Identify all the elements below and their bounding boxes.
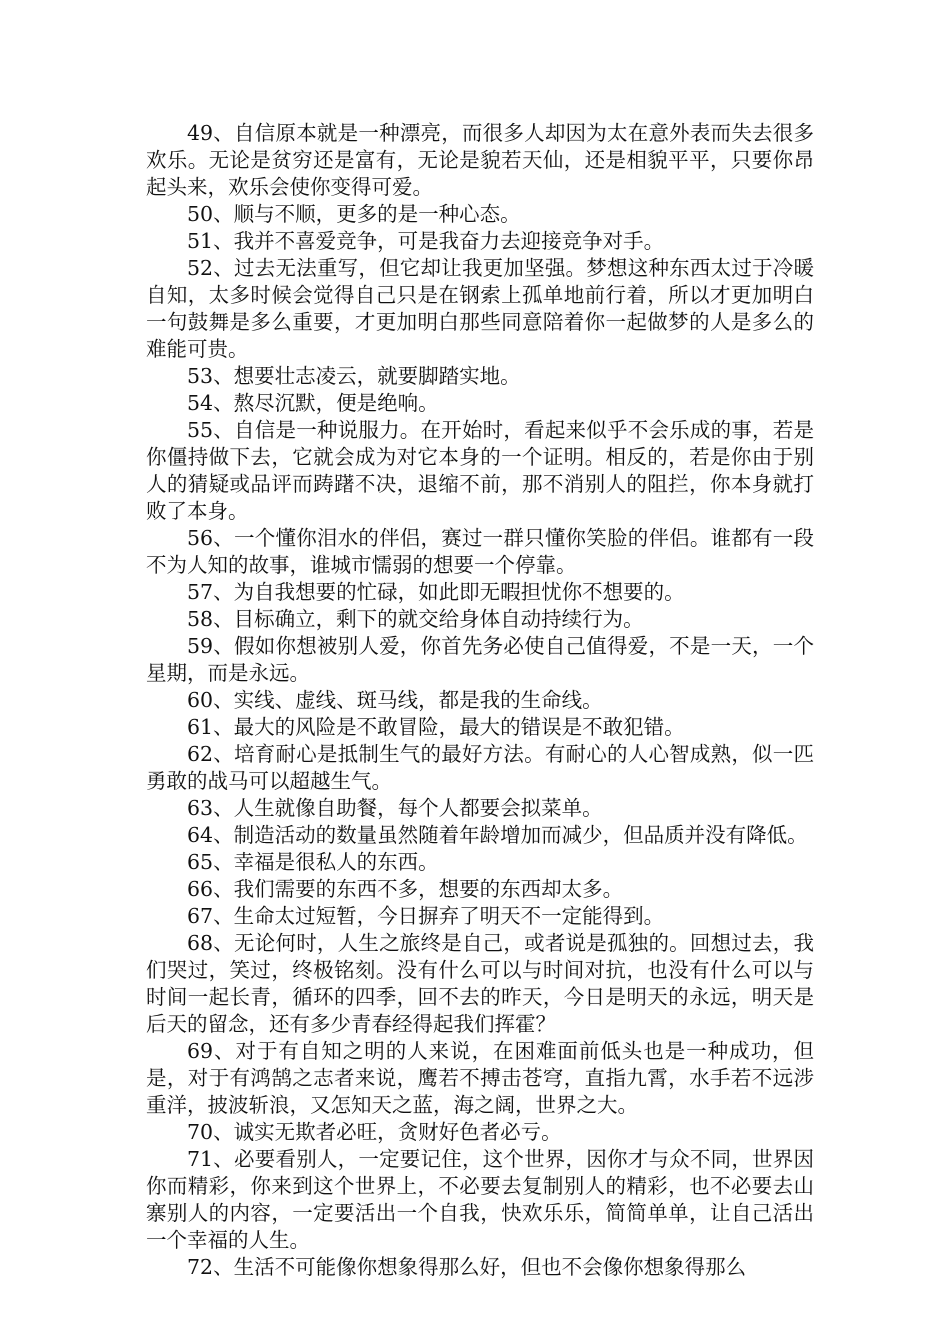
document-page xyxy=(146,120,814,1281)
paragraph-63: 63、人生就像自助餐，每个人都要会拟菜单。 xyxy=(187,796,603,820)
paragraph-49: 49、自信原本就是一种漂亮，而很多人却因为太在意外表而失去很多欢乐。无论是贫穷还是富有，无论是貌若天仙，还是相貌平平，只要你昂起头来，欢乐会使你变得可爱。 xyxy=(146,121,814,199)
paragraph-56: 56、一个懂你泪水的伴侣，赛过一群只懂你笑脸的伴侣。谁都有一段不为人知的故事，谁城市懦弱的想要一个停靠。 xyxy=(146,526,814,577)
paragraph-52: 52、过去无法重写，但它却让我更加坚强。梦想这种东西太过于冷暖自知，太多时候会觉得自己只是在钢索上孤单地前行着，所以才更加明白一句鼓舞是多么重要，才更加明白那些同意陪着你一起做梦的人是多么的难能可贵。 xyxy=(146,256,814,361)
paragraph-66: 66、我们需要的东西不多，想要的东西却太多。 xyxy=(187,877,624,901)
paragraph-60: 60、实线、虚线、斑马线，都是我的生命线。 xyxy=(187,688,603,712)
paragraph-50: 50、顺与不顺，更多的是一种心态。 xyxy=(187,202,521,226)
paragraph-68: 68、无论何时，人生之旅终是自己，或者说是孤独的。回想过去，我们哭过，笑过，终极铭刻。没有什么可以与时间对抗，也没有什么可以与时间一起长青，循环的四季，回不去的昨天，今日是明天的永远，明天是后天的留念，还有多少青春经得起我们挥霍？ xyxy=(146,931,814,1036)
paragraph-65: 65、幸福是很私人的东西。 xyxy=(187,850,439,874)
paragraph-71: 71、必要看别人，一定要记住，这个世界，因你才与众不同，世界因你而精彩，你来到这个世界上，不必要去复制别人的精彩，也不必要去山寨别人的内容，一定要活出一个自我，快欢乐乐，简简单单，让自己活出一个幸福的人生。 xyxy=(146,1147,814,1252)
paragraph-58: 58、目标确立，剩下的就交给身体自动持续行为。 xyxy=(187,607,644,631)
paragraph-72: 72、生活不可能像你想象得那么好，但也不会像你想象得那么 xyxy=(187,1255,747,1279)
paragraph-62: 62、培育耐心是抵制生气的最好方法。有耐心的人心智成熟，似一匹勇敢的战马可以超越生气。 xyxy=(146,742,814,793)
paragraph-67: 67、生命太过短暂，今日摒弃了明天不一定能得到。 xyxy=(187,904,665,928)
paragraph-53: 53、想要壮志凌云，就要脚踏实地。 xyxy=(187,364,521,388)
paragraph-61: 61、最大的风险是不敢冒险，最大的错误是不敢犯错。 xyxy=(187,715,685,739)
paragraph-51: 51、我并不喜爱竞争，可是我奋力去迎接竞争对手。 xyxy=(187,229,665,253)
paragraph-59: 59、假如你想被别人爱，你首先务必使自己值得爱，不是一天，一个星期，而是永远。 xyxy=(146,634,814,685)
paragraph-57: 57、为自我想要的忙碌，如此即无暇担忧你不想要的。 xyxy=(187,580,685,604)
paragraph-64: 64、制造活动的数量虽然随着年龄增加而减少，但品质并没有降低。 xyxy=(187,823,808,847)
paragraph-55: 55、自信是一种说服力。在开始时，看起来似乎不会乐成的事，若是你僵持做下去，它就会成为对它本身的一个证明。相反的，若是你由于别人的猜疑或品评而踌躇不决，退缩不前，那不消别人的阻拦，你本身就打败了本身。 xyxy=(146,418,814,523)
paragraph-54: 54、熬尽沉默，便是绝响。 xyxy=(187,391,439,415)
paragraph-70: 70、诚实无欺者必旺，贪财好色者必亏。 xyxy=(187,1120,562,1144)
paragraph-69: 69、对于有自知之明的人来说，在困难面前低头也是一种成功，但是，对于有鸿鹄之志者来说，鹰若不搏击苍穹，直指九霄，水手若不远涉重洋，披波斩浪，又怎知天之蓝，海之阔，世界之大。 xyxy=(146,1039,814,1117)
